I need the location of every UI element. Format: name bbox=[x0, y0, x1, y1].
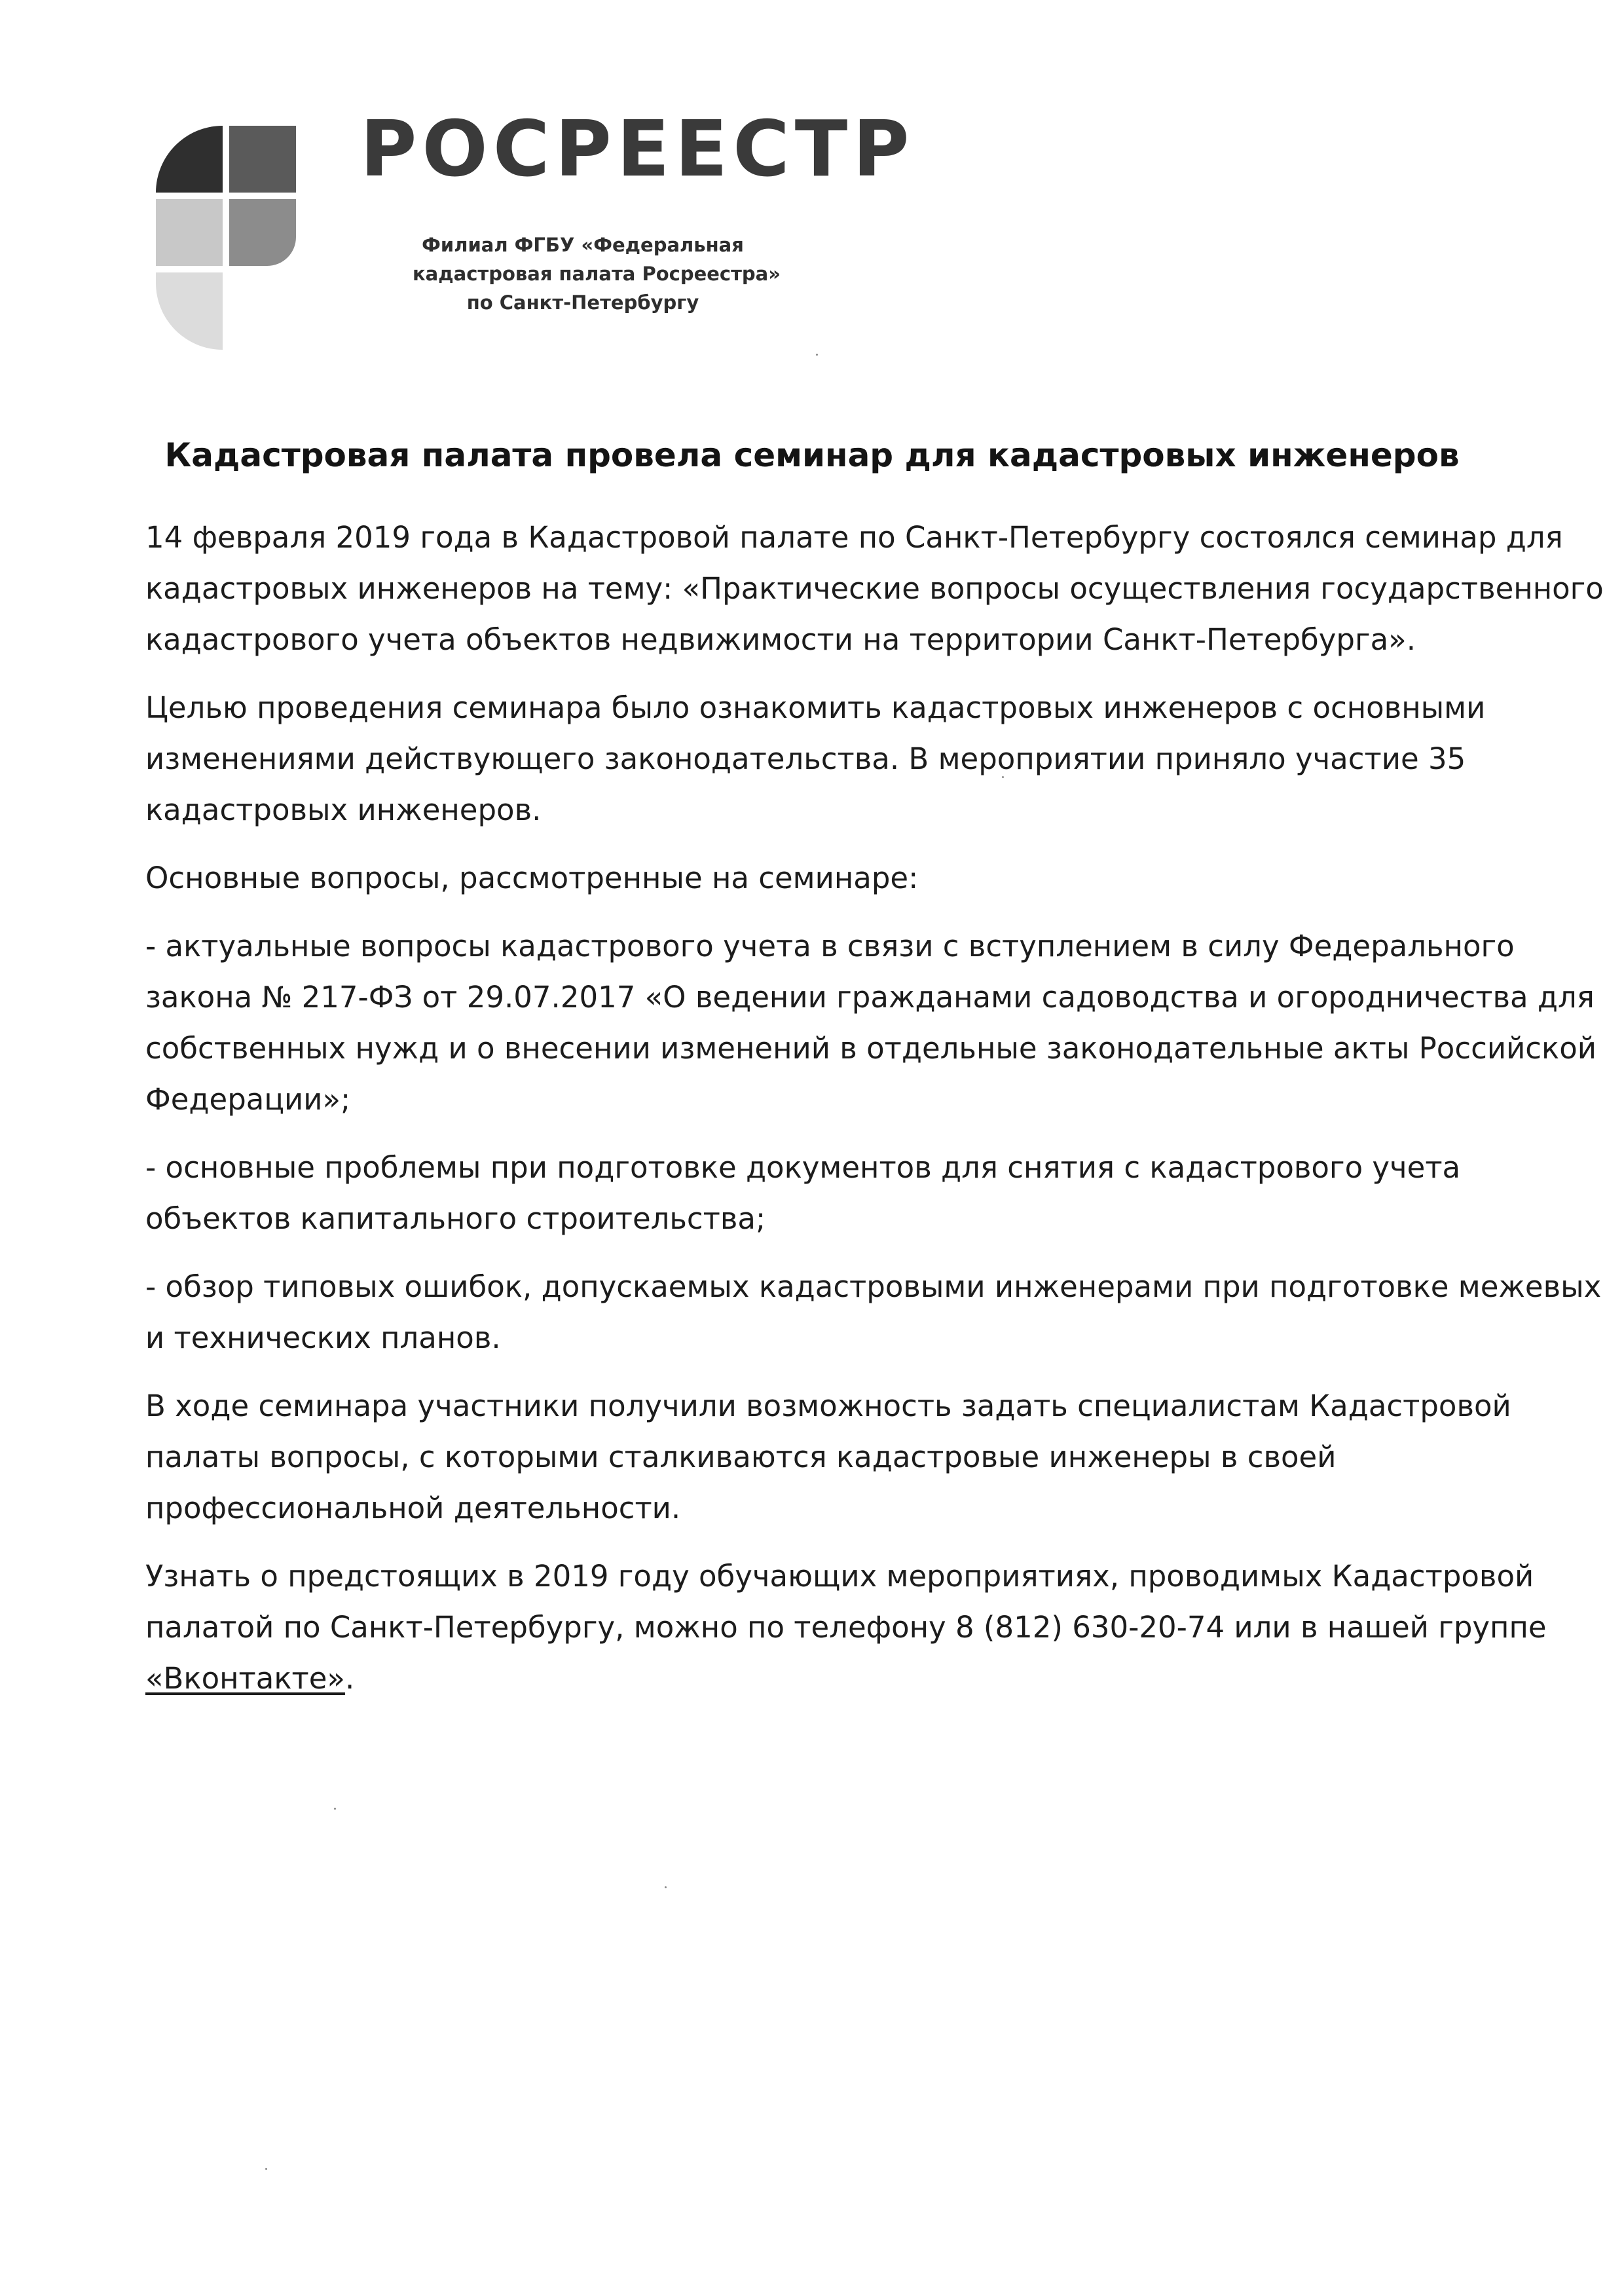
branch-name bbox=[413, 231, 781, 317]
list-item-topic-2 bbox=[145, 1142, 1573, 1244]
paragraph-goal bbox=[145, 682, 1573, 836]
text-line: объектов капитального строительства; bbox=[145, 1201, 766, 1236]
text-line: кадастровых инженеров на тему: «Практические вопросы осуществления государственного bbox=[145, 571, 1604, 606]
paragraph-topics-heading bbox=[145, 853, 1573, 904]
text-line: и технических планов. bbox=[145, 1320, 501, 1355]
list-item-topic-1 bbox=[145, 921, 1597, 1125]
logo-light-block bbox=[156, 199, 223, 266]
logo-dark-quarter bbox=[156, 126, 223, 193]
paragraph-intro bbox=[145, 512, 1604, 665]
text-line: Основные вопросы, рассмотренные на семинаре: bbox=[145, 861, 919, 895]
branch-line-3: по Санкт-Петербургу bbox=[466, 291, 699, 314]
logo-wordmark: РОСРЕЕСТР bbox=[360, 103, 915, 194]
link-suffix: . bbox=[344, 1661, 355, 1696]
logo-mid-block bbox=[229, 126, 296, 193]
paragraph-contacts bbox=[145, 1551, 1573, 1704]
text-line: Узнать о предстоящих в 2019 году обучающих мероприятиях, проводимых Кадастровой bbox=[145, 1559, 1534, 1594]
scan-speck bbox=[816, 354, 818, 356]
document-body bbox=[145, 512, 1604, 1704]
vkontakte-link[interactable]: «Вконтакте» bbox=[145, 1661, 345, 1696]
text-line: 14 февраля 2019 года в Кадастровой палате по Санкт-Петербургу состоялся семинар для bbox=[145, 520, 1563, 555]
paragraph-questions bbox=[145, 1381, 1573, 1534]
text-line: - актуальные вопросы кадастрового учета в связи с вступлением в силу Федерального bbox=[145, 929, 1515, 963]
logo-gray-block bbox=[229, 199, 296, 266]
text-line: собственных нужд и о внесении изменений в отдельные законодательные акты Российской bbox=[145, 1031, 1597, 1066]
text-line: В ходе семинара участники получили возможность задать специалистам Кадастровой bbox=[145, 1389, 1511, 1423]
text-line: кадастровых инженеров. bbox=[145, 793, 542, 827]
branch-line-1: Филиал ФГБУ «Федеральная bbox=[422, 234, 744, 256]
text-line: палаты вопросы, с которыми сталкиваются кадастровые инженеры в своей bbox=[145, 1440, 1337, 1474]
scan-speck bbox=[665, 1886, 667, 1888]
document-title: Кадастровая палата провела семинар для кадастровых инженеров bbox=[164, 436, 1460, 474]
text-line: - основные проблемы при подготовке документов для снятия с кадастрового учета bbox=[145, 1150, 1461, 1185]
list-item-topic-3 bbox=[145, 1261, 1602, 1364]
text-line: палатой по Санкт-Петербургу, можно по телефону 8 (812) 630-20-74 или в нашей группе bbox=[145, 1610, 1547, 1645]
scan-speck bbox=[1002, 776, 1004, 778]
text-line: кадастрового учета объектов недвижимости на территории Санкт-Петербурга». bbox=[145, 622, 1416, 657]
rosreestr-logo-icon bbox=[149, 119, 346, 355]
text-line: Целью проведения семинара было ознакомить кадастровых инженеров с основными bbox=[145, 690, 1486, 725]
letterhead bbox=[0, 0, 1624, 393]
scan-speck bbox=[334, 1808, 336, 1810]
scan-speck bbox=[265, 2168, 267, 2170]
text-line: Федерации»; bbox=[145, 1082, 351, 1117]
text-line: - обзор типовых ошибок, допускаемых кадастровыми инженерами при подготовке межевых bbox=[145, 1269, 1602, 1304]
text-line: профессиональной деятельности. bbox=[145, 1491, 681, 1525]
text-line-link bbox=[145, 1653, 1573, 1704]
text-line: изменениями действующего законодательства. В мероприятии приняло участие 35 bbox=[145, 741, 1466, 776]
branch-line-2: кадастровая палата Росреестра» bbox=[413, 263, 781, 285]
text-line: закона № 217-ФЗ от 29.07.2017 «О ведении гражданами садоводства и огородничества для bbox=[145, 980, 1595, 1015]
logo-stem bbox=[156, 272, 223, 350]
